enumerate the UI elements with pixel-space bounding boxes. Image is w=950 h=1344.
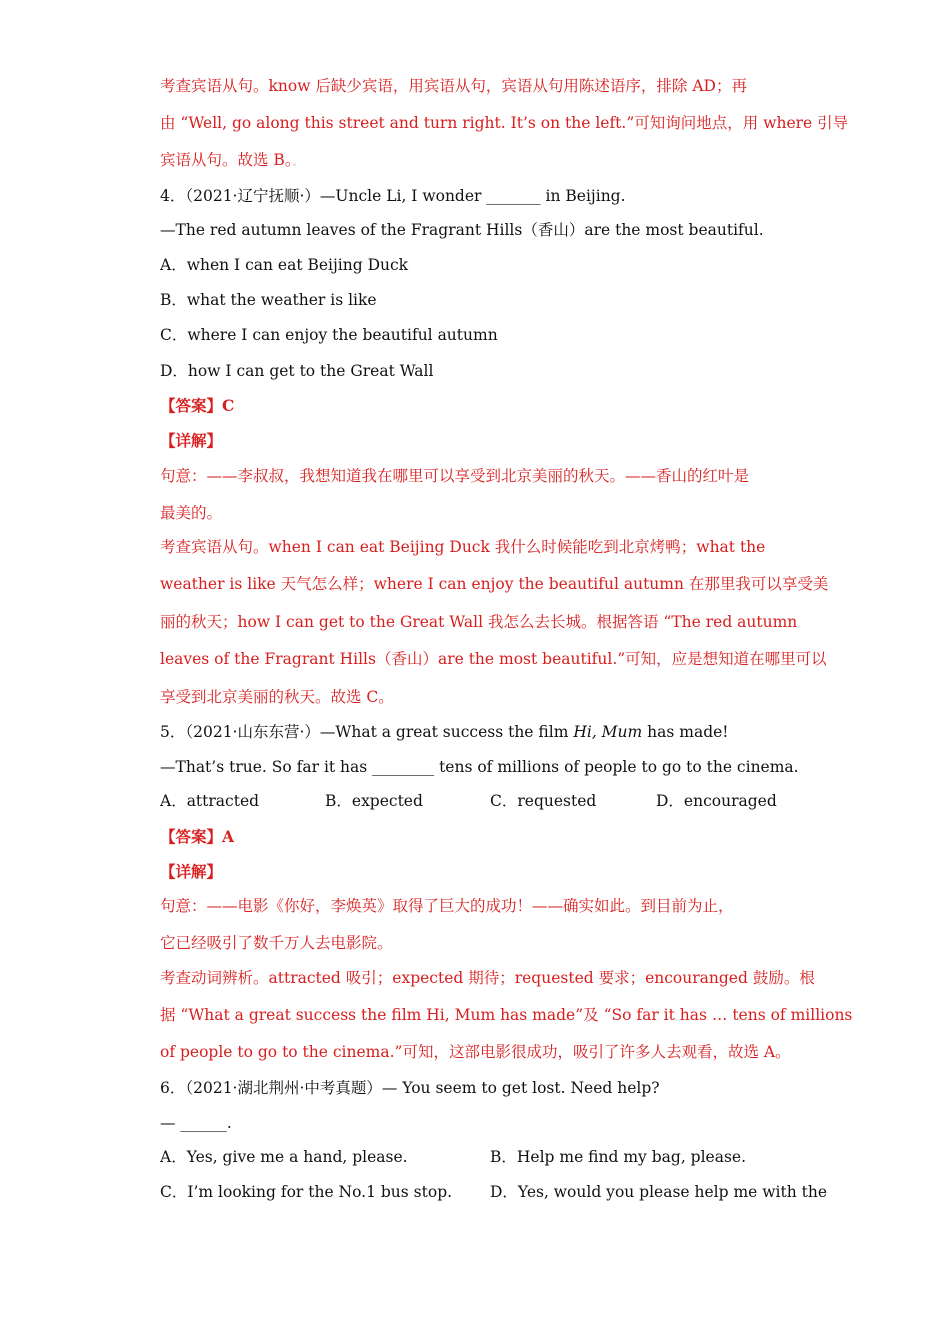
q5-option-a: A．attracted (160, 792, 260, 810)
q5-stem: 5．（2021·山东东营·）—What a great success the film Hi, Mum has made! (160, 723, 729, 741)
q5-option-c: C．requested (490, 792, 597, 810)
q4-stem: 4．（2021·辽宁抚顺·）—Uncle Li, I wonder _______ in Beijing. (160, 187, 626, 205)
q4-analysis-line-3: 丽的秋天；how I can get to the Great Wall 我怎么去长城。根据答语 “The red autumn (160, 613, 798, 631)
q4-option-c: C．where I can enjoy the beautiful autumn (160, 326, 498, 344)
q4-meaning-line-2: 最美的。 (160, 504, 223, 522)
q5-meaning-line-2: 它已经吸引了数千万人去电影院。 (160, 934, 393, 952)
q6-option-c: C．I’m looking for the No.1 bus stop. (160, 1183, 453, 1201)
q6-stem: 6．（2021·湖北荆州·中考真题）— You seem to get lost. Need help? (160, 1079, 660, 1097)
q4-detail-label: 【详解】 (160, 431, 223, 450)
q5-option-d: D．encouraged (656, 792, 777, 810)
q4-reply: —The red autumn leaves of the Fragrant Hills（香山）are the most beautiful. (160, 221, 764, 239)
q4-answer: 【答案】C (160, 396, 235, 415)
q5-detail-label: 【详解】 (160, 862, 223, 881)
q4-analysis-line-2: weather is like 天气怎么样；where I can enjoy the beautiful autumn 在那里我可以享受美 (160, 575, 829, 593)
q5-answer: 【答案】A (160, 827, 235, 846)
q5-analysis-line-1: 考查动词辨析。attracted 吸引；expected 期待；requested 要求；encouranged 鼓励。根 (160, 969, 815, 987)
q4-analysis-line-1: 考查宾语从句。when I can eat Beijing Duck 我什么时候能吃到北京烤鸭；what the (160, 538, 766, 556)
q4-option-b: B．what the weather is like (160, 291, 377, 309)
q3-analysis-line-3: 宾语从句。故选 B。。 (160, 151, 302, 169)
q6-reply: — ______. (160, 1114, 232, 1132)
q4-analysis-line-4: leaves of the Fragrant Hills（香山）are the most beautiful.”可知，应是想知道在哪里可以 (160, 650, 827, 668)
q6-option-a: A．Yes, give me a hand, please. (160, 1148, 408, 1166)
q4-meaning-line-1: 句意：——李叔叔，我想知道我在哪里可以享受到北京美丽的秋天。——香山的红叶是 (160, 467, 750, 485)
q5-reply: —That’s true. So far it has ________ tens of millions of people to go to the cinema. (160, 758, 799, 776)
q5-film-title: Hi, Mum (573, 723, 643, 741)
q5-meaning-line-1: 句意：——电影《你好，李焕英》取得了巨大的成功！——确实如此。到目前为止， (160, 897, 734, 915)
q5-analysis-line-3: of people to go to the cinema.”可知，这部电影很成功，吸引了许多人去观看，故选 A。 (160, 1043, 791, 1061)
q5-option-b: B．expected (325, 792, 423, 810)
q6-option-d: D．Yes, would you please help me with the (490, 1183, 828, 1201)
q5-analysis-line-2: 据 “What a great success the film Hi, Mum has made”及 “So far it has … tens of millions (160, 1006, 853, 1024)
q3-analysis-line-2: 由 “Well, go along this street and turn right. It’s on the left.”可知询问地点，用 where 引导 (160, 114, 849, 132)
q6-option-b: B．Help me find my bag, please. (490, 1148, 747, 1166)
q3-analysis-line-1: 考查宾语从句。know 后缺少宾语，用宾语从句，宾语从句用陈述语序，排除 AD；再 (160, 77, 747, 95)
q4-analysis-line-5: 享受到北京美丽的秋天。故选 C。 (160, 688, 394, 706)
q4-option-d: D．how I can get to the Great Wall (160, 362, 434, 380)
q4-option-a: A．when I can eat Beijing Duck (160, 256, 409, 274)
